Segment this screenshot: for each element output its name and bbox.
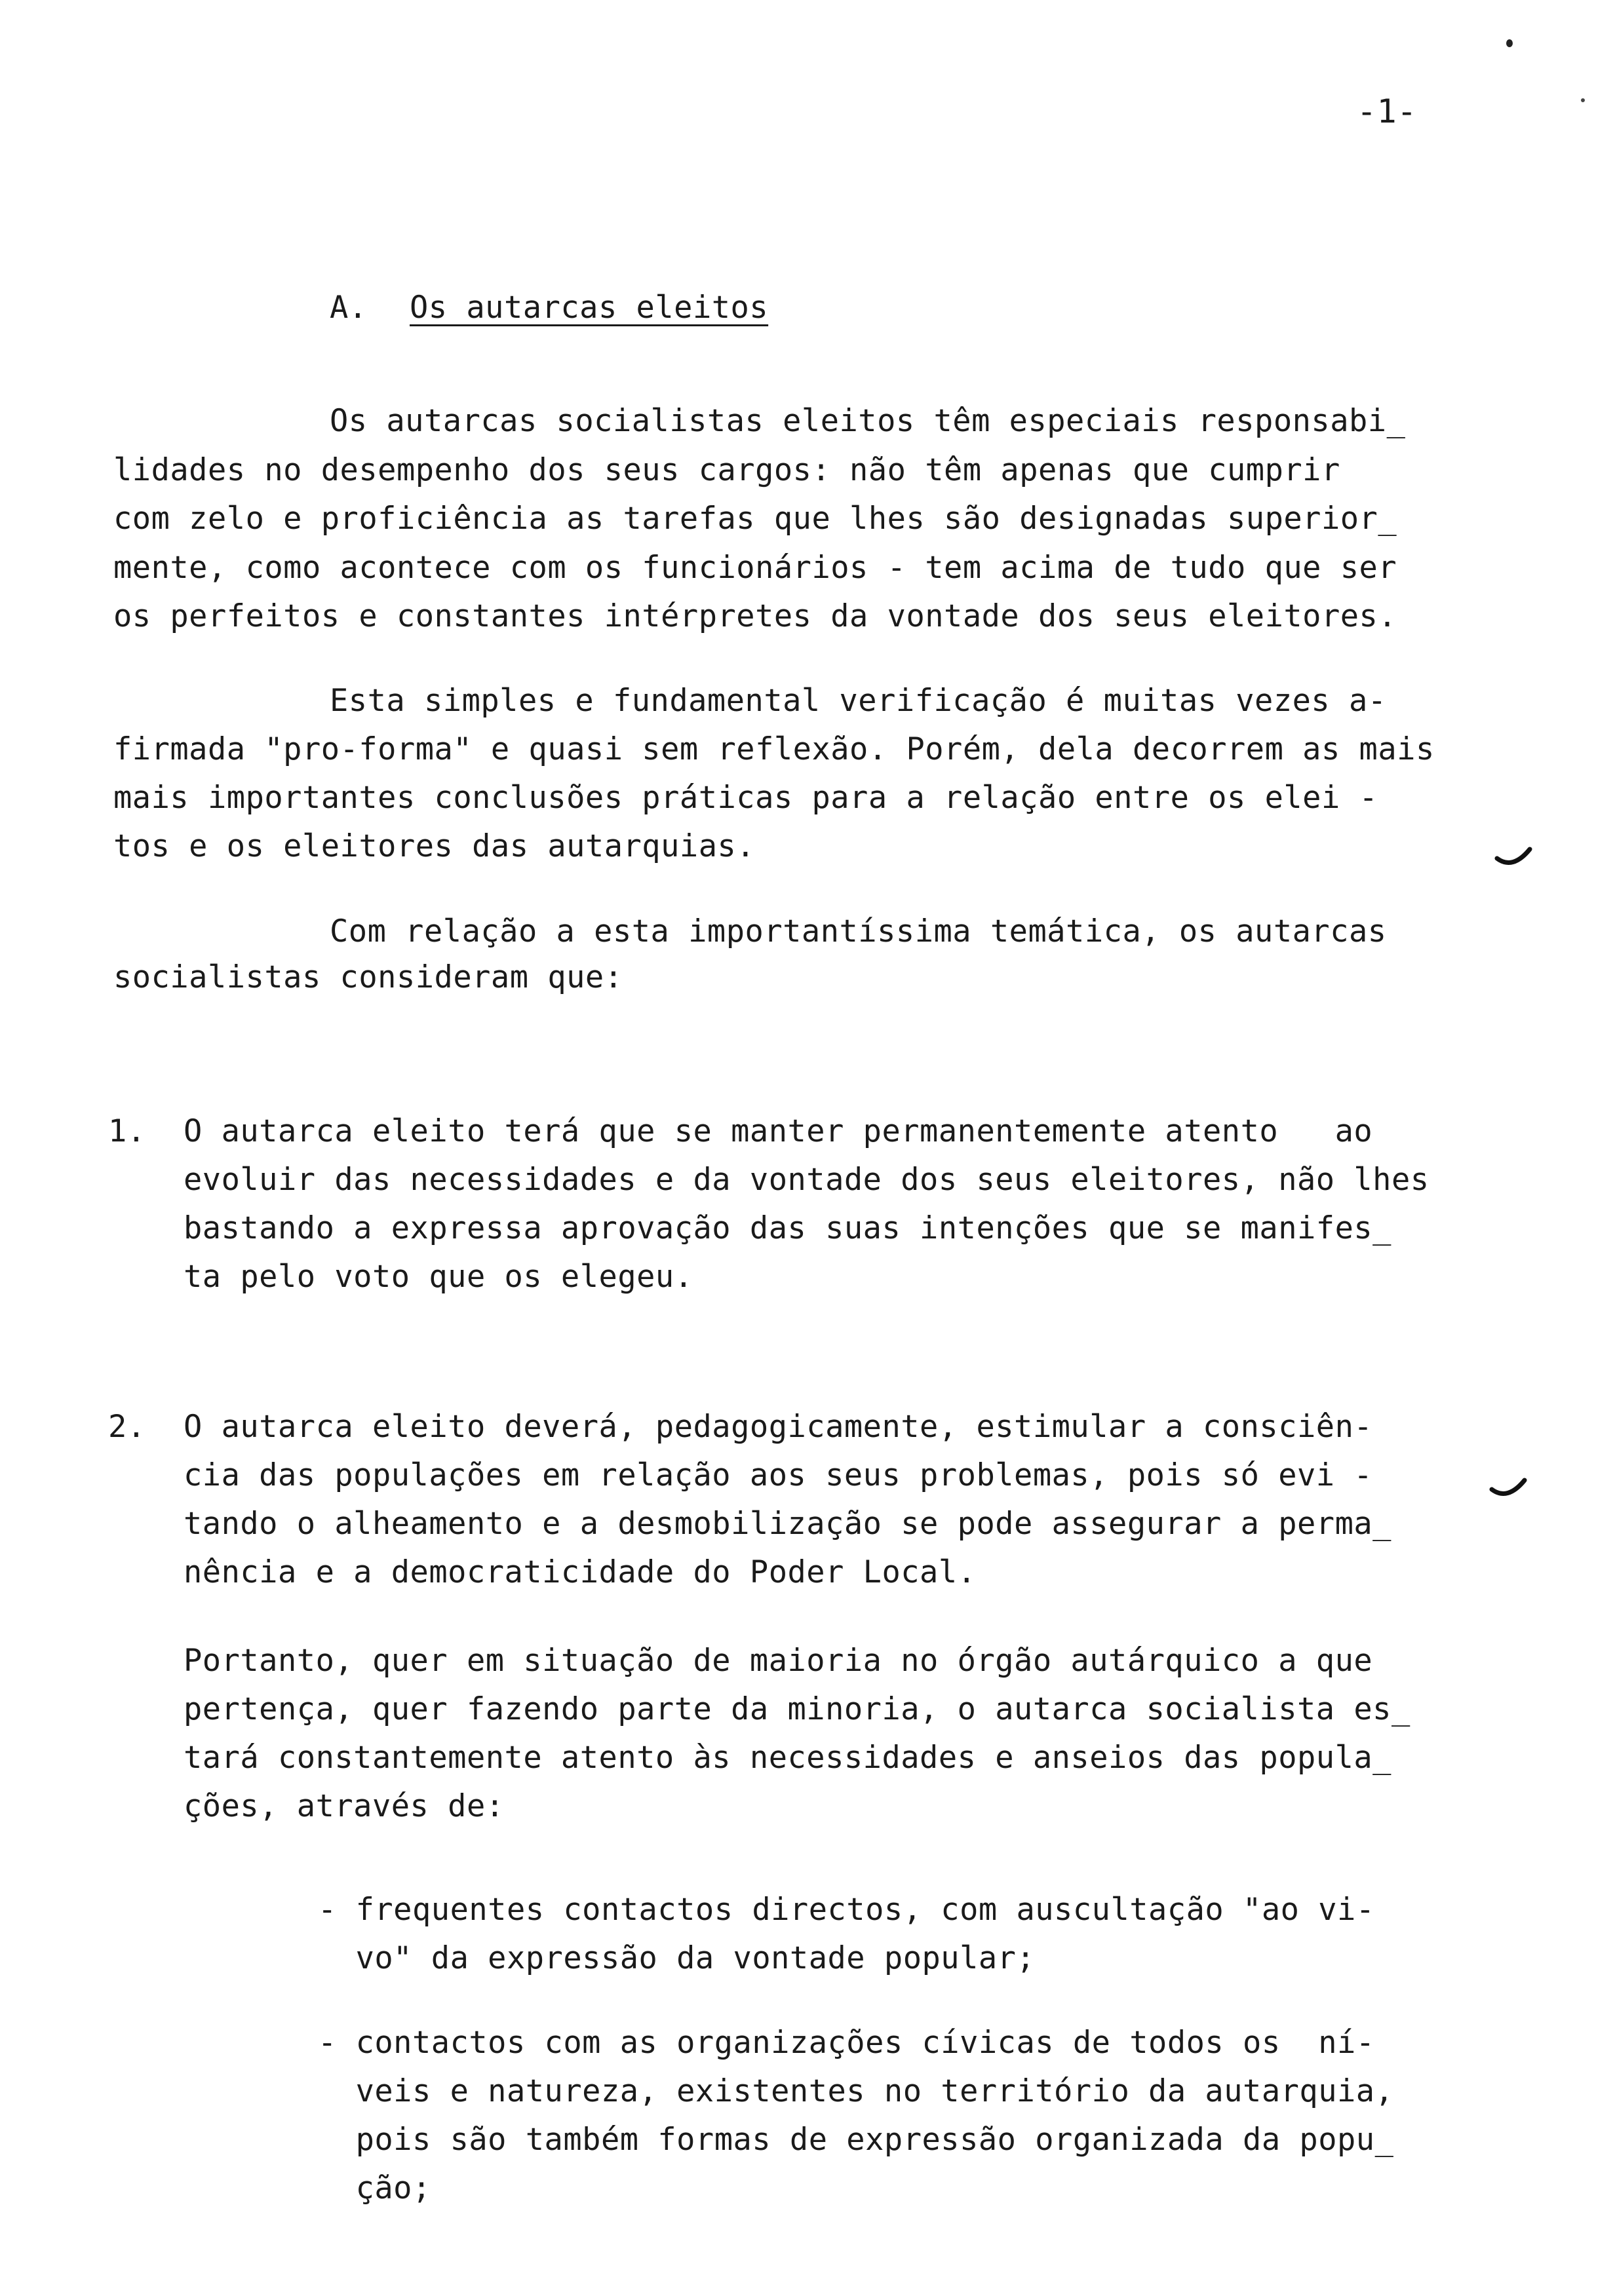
item-line: cia das populações em relação aos seus problemas, pois só evi - <box>184 1457 1373 1493</box>
bullet-line: pois são também formas de expressão organizada da popu_ <box>318 2122 1394 2158</box>
item-number: 1. <box>108 1113 146 1149</box>
bullet-line: veis e natureza, existentes no território da autarquia, <box>318 2073 1394 2109</box>
item-line: tando o alheamento e a desmobilização se pode assegurar a perma_ <box>184 1506 1391 1542</box>
section-letter: A. <box>330 290 368 326</box>
paragraph-line: socialistas consideram que: <box>113 959 623 995</box>
item-line: O autarca eleito deverá, pedagogicamente, estimular a consciên- <box>184 1409 1373 1445</box>
paragraph-line: mente, como acontece com os funcionários - tem acima de tudo que ser <box>113 550 1397 586</box>
paragraph-line: Os autarcas socialistas eleitos têm especiais responsabi_ <box>330 403 1406 439</box>
item-line: evoluir das necessidades e da vontade dos seus eleitores, não lhes <box>184 1162 1430 1198</box>
paragraph-line: firmada "pro-forma" e quasi sem reflexão. Porém, dela decorrem as mais <box>113 731 1435 767</box>
page-number: -1- <box>1357 92 1417 130</box>
item-line: nência e a democraticidade do Poder Local. <box>184 1554 977 1590</box>
bullet-line: vo" da expressão da vontade popular; <box>318 1940 1036 1976</box>
paragraph-line: tos e os eleitores das autarquias. <box>113 828 756 864</box>
margin-check-mark <box>1489 1464 1528 1506</box>
item-line: bastando a expressa aprovação das suas intenções que se manifes_ <box>184 1210 1391 1246</box>
item-number: 2. <box>108 1409 146 1445</box>
item-line: tará constantemente atento às necessidades e anseios das popula_ <box>184 1740 1391 1776</box>
margin-check-mark <box>1494 833 1534 875</box>
item-line: Portanto, quer em situação de maioria no órgão autárquico a que <box>184 1643 1373 1679</box>
bullet-line: - contactos com as organizações cívicas de todos os ní- <box>318 2025 1375 2061</box>
item-line: ções, através de: <box>184 1788 505 1824</box>
section-title: Os autarcas eleitos <box>410 290 769 326</box>
paragraph-line: mais importantes conclusões práticas para a relação entre os elei - <box>113 780 1378 816</box>
item-line: O autarca eleito terá que se manter permanentemente atento ao <box>184 1113 1373 1149</box>
paragraph-line: Esta simples e fundamental verificação é muitas vezes a- <box>330 683 1387 719</box>
bullet-line: ção; <box>318 2170 431 2206</box>
paragraph-line: com zelo e proficiência as tarefas que lhes são designadas superior_ <box>113 501 1397 537</box>
paragraph-line: os perfeitos e constantes intérpretes da vontade dos seus eleitores. <box>113 598 1397 634</box>
dot-mark <box>1581 98 1585 102</box>
bullet-line: - frequentes contactos directos, com auscultação "ao vi- <box>318 1892 1375 1928</box>
item-line: ta pelo voto que os elegeu. <box>184 1259 693 1295</box>
dot-mark <box>1506 39 1513 47</box>
paragraph-line: lidades no desempenho dos seus cargos: não têm apenas que cumprir <box>113 452 1340 488</box>
item-line: pertença, quer fazendo parte da minoria, o autarca socialista es_ <box>184 1691 1411 1727</box>
paragraph-line: Com relação a esta importantíssima temática, os autarcas <box>330 913 1387 949</box>
